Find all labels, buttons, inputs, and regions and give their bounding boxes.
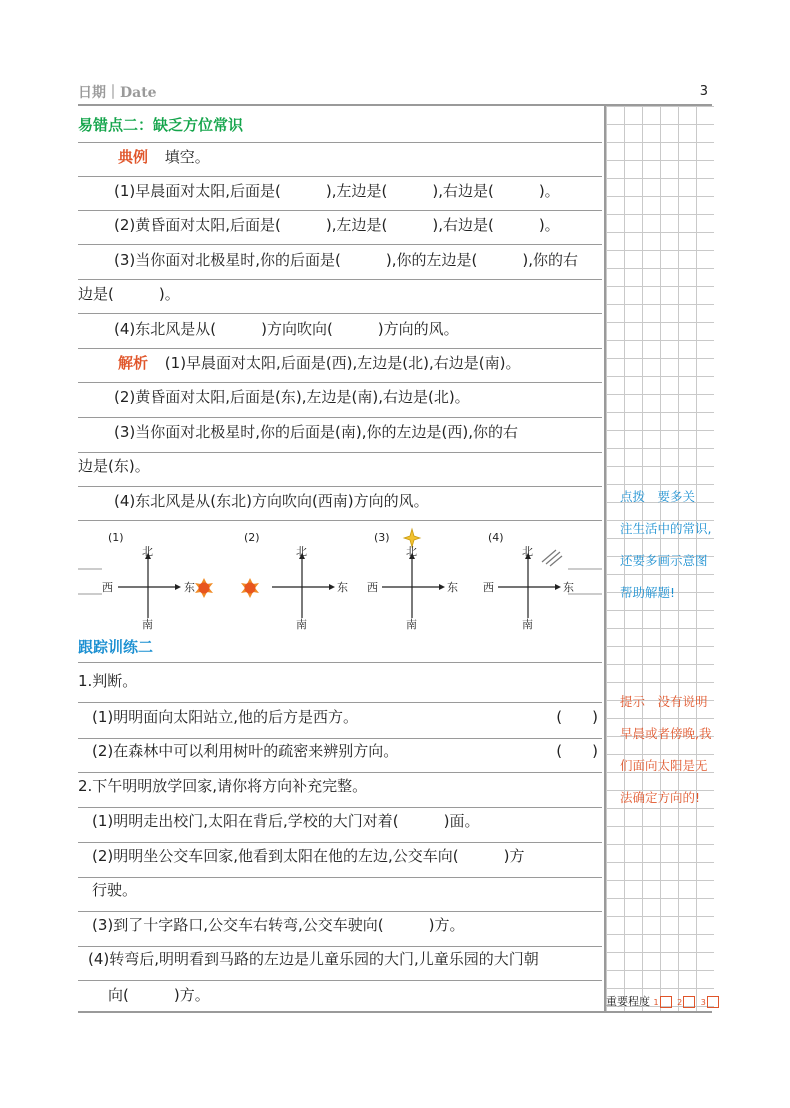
compass-4-south: 南 <box>522 618 533 631</box>
compass-1-east: 东 <box>184 581 195 594</box>
question-row <box>78 318 602 349</box>
question-row <box>78 249 602 280</box>
tip-line: 帮助解题! <box>620 585 676 600</box>
compass-3-east: 东 <box>447 581 458 594</box>
answer-row <box>78 421 602 453</box>
problem-row <box>78 706 602 739</box>
tip-line: 还要多画示意图 <box>620 553 708 568</box>
answer-blank[interactable]: ( ) <box>556 742 598 760</box>
compass-diagrams <box>78 522 602 632</box>
compass-4-east: 东 <box>563 581 574 594</box>
level-number: 1 <box>653 998 659 1007</box>
diagram-3-label: (3) <box>374 531 390 544</box>
problem-2d-cont: 向( )方。 <box>108 986 210 1004</box>
problem-2: 2.下午明明放学回家,请你将方向补充完整。 <box>78 777 368 795</box>
bottom-rule <box>78 1011 712 1013</box>
answer-3b: 边是(东)。 <box>78 457 150 475</box>
importance-rating <box>606 993 721 1009</box>
problem-row <box>78 775 602 808</box>
answer-1: (1)早晨面对太阳,后面是(西),左边是(北),右边是(南)。 <box>164 354 521 372</box>
diagram-4-label: (4) <box>488 531 504 544</box>
problem-row <box>78 948 602 981</box>
problem-1: 1.判断。 <box>78 672 138 690</box>
section-title-row <box>78 114 602 143</box>
answer-row <box>78 490 602 521</box>
compass-1-north: 北 <box>142 545 153 558</box>
compass-3-south: 南 <box>406 618 417 631</box>
problem-row <box>78 670 602 703</box>
problem-2c: (3)到了十字路口,公交车右转弯,公交车驶向( )方。 <box>92 916 465 934</box>
example-prompt: 填空。 <box>164 148 210 166</box>
importance-label: 重要程度 <box>606 995 650 1008</box>
compass-2-east-arrow <box>329 584 335 590</box>
answer-row <box>78 386 602 418</box>
problem-row <box>78 810 602 843</box>
problem-2b-cont: 行驶。 <box>92 881 138 899</box>
compass-2-east: 东 <box>337 581 348 594</box>
problem-row <box>78 845 602 878</box>
diagram-2-label: (2) <box>244 531 260 544</box>
tip-box-hint <box>620 481 716 609</box>
analysis-tag: 解析 <box>118 354 149 372</box>
problem-row <box>78 740 602 773</box>
question-row <box>78 214 602 245</box>
sun-icon <box>241 578 259 598</box>
compass-4-west: 西 <box>483 581 494 594</box>
section-title-row <box>78 636 602 663</box>
tip-line: 们面向太阳是无 <box>620 758 708 773</box>
level-number: 3 <box>700 998 706 1007</box>
problem-1a: (1)明明面向太阳站立,他的后方是西方。 <box>92 708 359 726</box>
problem-row <box>78 879 602 912</box>
tip-line: 早晨或者傍晚,我 <box>620 726 712 741</box>
section-title: 易错点二：缺乏方位常识 <box>78 116 244 134</box>
tip-box-reminder <box>620 686 716 814</box>
sun-icon <box>195 578 213 598</box>
compass-1-east-arrow <box>175 584 181 590</box>
level-number: 2 <box>677 998 683 1007</box>
question-4: (4)东北风是从( )方向吹向( )方向的风。 <box>114 320 459 338</box>
answer-row <box>78 455 602 487</box>
tip-line: 注生活中的常识, <box>620 521 712 536</box>
question-3a: (3)当你面对北极星时,你的后面是( ),你的左边是( ),你的右 <box>114 251 578 269</box>
compass-1-south: 南 <box>142 618 153 631</box>
answer-3a: (3)当你面对北极星时,你的后面是(南),你的左边是(西),你的右 <box>114 423 518 441</box>
wind-icon <box>542 550 562 566</box>
compass-2-north: 北 <box>296 545 307 558</box>
checkbox-level-3[interactable] <box>707 996 719 1008</box>
checkbox-level-2[interactable] <box>683 996 695 1008</box>
compass-3-east-arrow <box>439 584 445 590</box>
answer-2: (2)黄昏面对太阳,后面是(东),左边是(南),右边是(北)。 <box>114 388 470 406</box>
question-2: (2)黄昏面对太阳,后面是( ),左边是( ),右边是( )。 <box>114 216 560 234</box>
tip-line: 提示 没有说明 <box>620 694 708 709</box>
checkbox-level-1[interactable] <box>660 996 672 1008</box>
answer-4: (4)东北风是从(东北)方向吹向(西南)方向的风。 <box>114 492 429 510</box>
compass-1-west: 西 <box>102 581 113 594</box>
problem-1b: (2)在森林中可以利用树叶的疏密来辨别方向。 <box>92 742 399 760</box>
tip-line: 点拨 要多关 <box>620 489 696 504</box>
compass-4-east-arrow <box>555 584 561 590</box>
analysis-row <box>78 352 602 383</box>
compass-3-west: 西 <box>367 581 378 594</box>
question-1: (1)早晨面对太阳,后面是( ),左边是( ),右边是( )。 <box>114 182 560 200</box>
page-header <box>78 82 712 104</box>
problem-2b: (2)明明坐公交车回家,他看到太阳在他的左边,公交车向( )方 <box>92 847 525 865</box>
example-tag: 典例 <box>118 148 149 166</box>
question-row <box>78 180 602 211</box>
compass-4-north: 北 <box>522 545 533 558</box>
problem-row <box>78 914 602 947</box>
problem-row <box>78 984 602 1009</box>
practice-title: 跟踪训练二 <box>78 638 154 656</box>
problem-2d: (4)转弯后,明明看到马路的左边是儿童乐园的大门,儿童乐园的大门朝 <box>88 950 539 968</box>
compass-3-north: 北 <box>406 545 417 558</box>
question-3b: 边是( )。 <box>78 285 180 303</box>
question-row <box>78 283 602 314</box>
problem-2a: (1)明明走出校门,太阳在背后,学校的大门对着( )面。 <box>92 812 480 830</box>
example-row <box>78 146 602 177</box>
answer-blank[interactable]: ( ) <box>556 708 598 726</box>
diagram-1-label: (1) <box>108 531 124 544</box>
page-number: 3 <box>699 84 708 99</box>
date-label: 日期｜Date <box>78 85 157 101</box>
compass-2-south: 南 <box>296 618 307 631</box>
tip-line: 法确定方向的! <box>620 790 701 805</box>
